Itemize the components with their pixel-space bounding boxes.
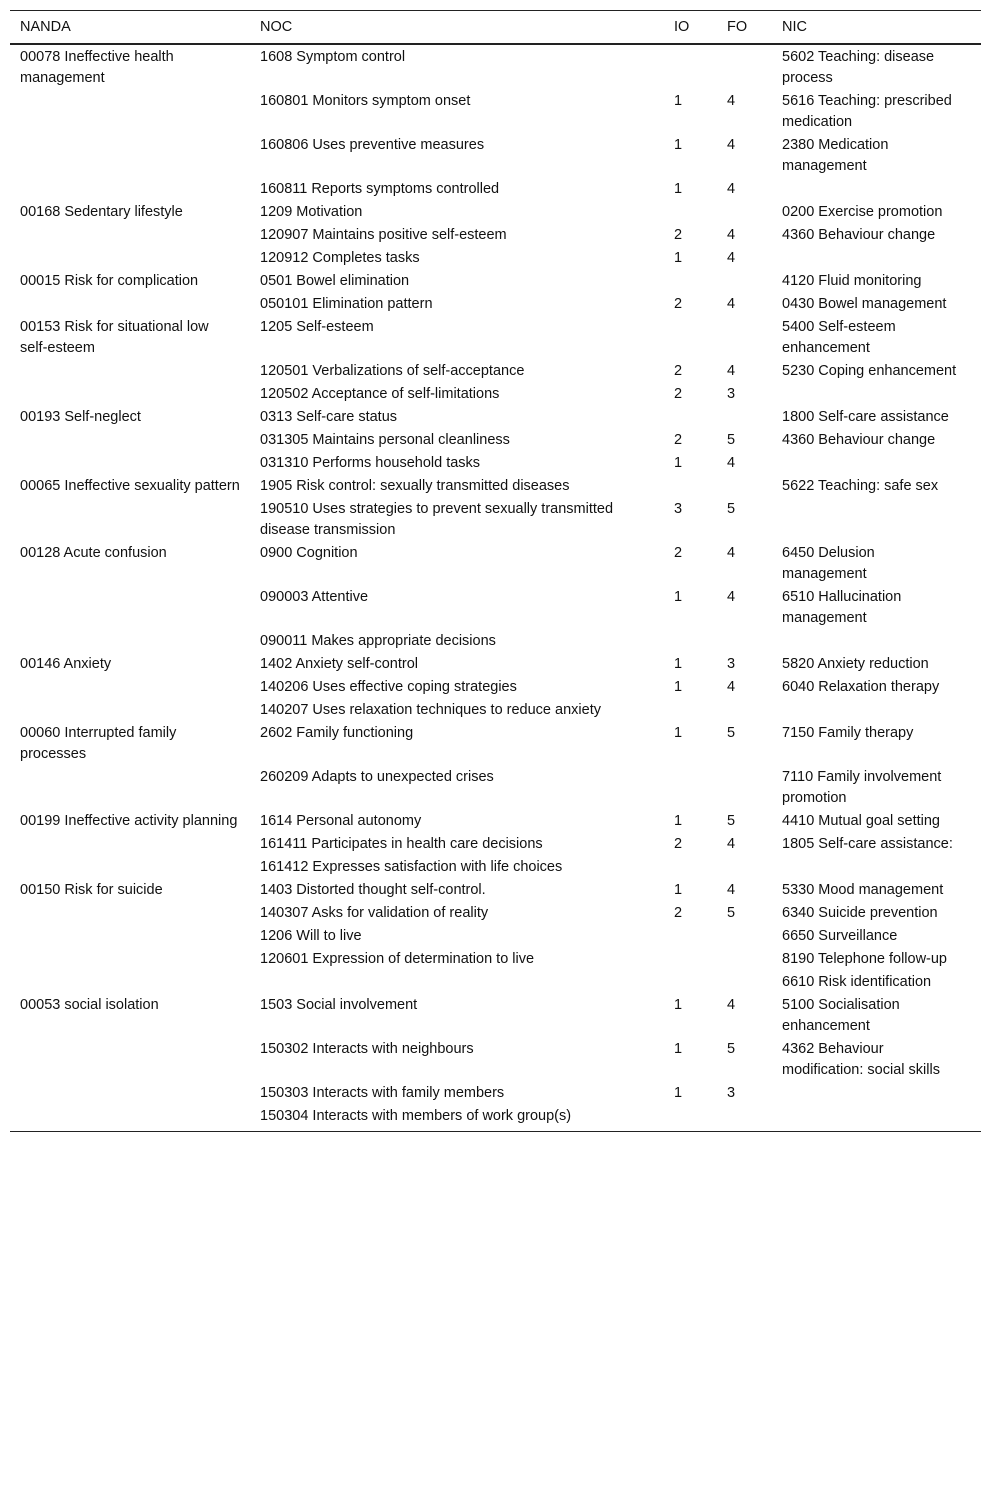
nic-cell: 5400 Self-esteem enhancement xyxy=(782,319,896,356)
table-row xyxy=(10,856,981,879)
nanda-cell xyxy=(10,1038,250,1082)
nanda-cell xyxy=(10,134,250,178)
table-header xyxy=(10,11,981,45)
nic-cell xyxy=(772,630,981,653)
nic-cell: 4360 Behaviour change xyxy=(782,227,936,243)
noc-cell: 160811 Reports symptoms controlled xyxy=(260,181,500,197)
header-io: IO xyxy=(666,11,719,45)
fo-cell xyxy=(719,925,772,948)
fo-cell xyxy=(719,406,772,429)
nic-cell xyxy=(772,498,981,542)
table-row xyxy=(10,722,981,766)
nanda-cell xyxy=(10,247,250,270)
table-row xyxy=(10,429,981,452)
nanda-cell xyxy=(10,833,250,856)
header-nic: NIC xyxy=(772,11,981,45)
io-cell xyxy=(666,270,719,293)
io-cell: 1 xyxy=(674,679,683,695)
io-cell: 1 xyxy=(674,589,683,605)
noc-cell xyxy=(250,971,666,994)
nanda-cell: 00078 Ineffective health management xyxy=(20,49,174,86)
fo-cell xyxy=(719,475,772,498)
noc-cell: 1905 Risk control: sexually transmitted diseases xyxy=(260,478,570,494)
table-row xyxy=(10,406,981,429)
noc-cell: 160801 Monitors symptom onset xyxy=(260,93,471,109)
fo-cell xyxy=(719,201,772,224)
nic-cell: 7110 Family involvement promotion xyxy=(782,769,942,806)
table-row xyxy=(10,902,981,925)
noc-cell: 1205 Self-esteem xyxy=(260,319,374,335)
nic-cell xyxy=(772,247,981,270)
nic-cell: 2380 Medication management xyxy=(782,137,889,174)
fo-cell: 5 xyxy=(727,501,736,517)
io-cell xyxy=(666,948,719,971)
fo-cell: 4 xyxy=(727,589,736,605)
nic-cell: 5230 Coping enhancement xyxy=(782,363,957,379)
noc-cell: 190510 Uses strategies to prevent sexually transmitted disease transmission xyxy=(260,501,614,538)
io-cell: 2 xyxy=(674,227,683,243)
table-body xyxy=(10,44,981,1132)
table-row xyxy=(10,630,981,653)
table-row xyxy=(10,542,981,586)
nic-cell: 6040 Relaxation therapy xyxy=(782,679,940,695)
fo-cell: 5 xyxy=(727,813,736,829)
nic-cell: 5100 Socialisation enhancement xyxy=(782,997,900,1034)
table-row xyxy=(10,178,981,201)
table-row xyxy=(10,360,981,383)
fo-cell xyxy=(719,856,772,879)
noc-cell: 140206 Uses effective coping strategies xyxy=(260,679,517,695)
nanda-cell: 00199 Ineffective activity planning xyxy=(20,813,238,829)
nic-cell xyxy=(772,383,981,406)
table-row xyxy=(10,134,981,178)
fo-cell: 4 xyxy=(727,227,736,243)
io-cell: 2 xyxy=(674,545,683,561)
nic-cell: 6340 Suicide prevention xyxy=(782,905,938,921)
nanda-cell xyxy=(10,902,250,925)
io-cell: 1 xyxy=(674,1085,683,1101)
nic-cell: 6510 Hallucination management xyxy=(782,589,902,626)
nic-cell: 5616 Teaching: prescribed medication xyxy=(782,93,952,130)
noc-cell: 120601 Expression of determination to live xyxy=(260,951,535,967)
nic-cell xyxy=(772,699,981,722)
nic-cell: 8190 Telephone follow-up xyxy=(782,951,948,967)
nanda-cell xyxy=(10,971,250,994)
nanda-cell: 00150 Risk for suicide xyxy=(20,882,163,898)
nic-cell: 0200 Exercise promotion xyxy=(782,204,943,220)
nic-cell: 1805 Self-care assistance: xyxy=(782,836,953,852)
fo-cell xyxy=(719,1105,772,1132)
noc-cell: 1402 Anxiety self-control xyxy=(260,656,418,672)
fo-cell xyxy=(719,766,772,810)
fo-cell: 3 xyxy=(727,1085,736,1101)
nic-cell: 5602 Teaching: disease process xyxy=(782,49,935,86)
table-row xyxy=(10,879,981,902)
table-row xyxy=(10,833,981,856)
io-cell xyxy=(666,475,719,498)
io-cell xyxy=(666,201,719,224)
nanda-cell xyxy=(10,699,250,722)
nanda-cell xyxy=(10,925,250,948)
noc-cell: 090011 Makes appropriate decisions xyxy=(260,633,496,649)
noc-cell: 1403 Distorted thought self-control. xyxy=(260,882,486,898)
nanda-cell xyxy=(10,676,250,699)
fo-cell: 4 xyxy=(727,363,736,379)
io-cell: 1 xyxy=(674,656,683,672)
noc-cell: 031310 Performs household tasks xyxy=(260,455,481,471)
table-row xyxy=(10,810,981,833)
nic-cell xyxy=(772,856,981,879)
fo-cell xyxy=(719,270,772,293)
io-cell xyxy=(666,856,719,879)
nic-cell xyxy=(772,452,981,475)
nanda-cell: 00153 Risk for situational low self-esteem xyxy=(20,319,209,356)
noc-cell: 050101 Elimination pattern xyxy=(260,296,433,312)
table-row xyxy=(10,452,981,475)
nanda-cell xyxy=(10,630,250,653)
header-row xyxy=(10,11,981,45)
nanda-cell xyxy=(10,383,250,406)
io-cell: 1 xyxy=(674,250,683,266)
nanda-cell xyxy=(10,766,250,810)
io-cell xyxy=(666,971,719,994)
nanda-cell: 00128 Acute confusion xyxy=(20,545,167,561)
noc-cell: 1608 Symptom control xyxy=(260,49,406,65)
fo-cell: 3 xyxy=(727,386,736,402)
fo-cell: 4 xyxy=(727,836,736,852)
noc-cell: 140307 Asks for validation of reality xyxy=(260,905,489,921)
fo-cell xyxy=(719,44,772,90)
io-cell xyxy=(666,925,719,948)
noc-cell: 161412 Expresses satisfaction with life choices xyxy=(260,859,563,875)
io-cell: 2 xyxy=(674,432,683,448)
io-cell: 2 xyxy=(674,836,683,852)
fo-cell: 4 xyxy=(727,997,736,1013)
fo-cell xyxy=(719,316,772,360)
table-row xyxy=(10,766,981,810)
fo-cell: 5 xyxy=(727,1041,736,1057)
noc-cell: 150303 Interacts with family members xyxy=(260,1085,505,1101)
table-row xyxy=(10,653,981,676)
io-cell: 1 xyxy=(674,93,683,109)
nic-cell: 7150 Family therapy xyxy=(782,725,914,741)
fo-cell xyxy=(719,948,772,971)
noc-cell: 120912 Completes tasks xyxy=(260,250,420,266)
table-row xyxy=(10,676,981,699)
nanda-cell xyxy=(10,178,250,201)
io-cell: 1 xyxy=(674,725,683,741)
header-nanda: NANDA xyxy=(10,11,250,45)
noc-cell: 120907 Maintains positive self-esteem xyxy=(260,227,507,243)
nic-cell: 0430 Bowel management xyxy=(782,296,947,312)
io-cell xyxy=(666,44,719,90)
fo-cell: 4 xyxy=(727,545,736,561)
nanda-cell xyxy=(10,429,250,452)
io-cell xyxy=(666,766,719,810)
nanda-cell xyxy=(10,1082,250,1105)
io-cell: 1 xyxy=(674,997,683,1013)
nic-cell: 5622 Teaching: safe sex xyxy=(782,478,939,494)
noc-cell: 0501 Bowel elimination xyxy=(260,273,410,289)
nic-cell: 6450 Delusion management xyxy=(782,545,875,582)
nic-cell: 4120 Fluid monitoring xyxy=(782,273,922,289)
nanda-cell xyxy=(10,293,250,316)
nic-cell xyxy=(772,178,981,201)
io-cell xyxy=(666,316,719,360)
nanda-cell: 00168 Sedentary lifestyle xyxy=(20,204,183,220)
nic-cell: 4410 Mutual goal setting xyxy=(782,813,940,829)
table-row xyxy=(10,44,981,90)
io-cell: 2 xyxy=(674,363,683,379)
fo-cell: 4 xyxy=(727,181,736,197)
fo-cell: 3 xyxy=(727,656,736,672)
noc-cell: 1503 Social involvement xyxy=(260,997,418,1013)
io-cell: 1 xyxy=(674,455,683,471)
io-cell xyxy=(666,406,719,429)
table-row xyxy=(10,90,981,134)
header-fo: FO xyxy=(719,11,772,45)
io-cell: 2 xyxy=(674,386,683,402)
table-row xyxy=(10,1105,981,1132)
noc-cell: 120501 Verbalizations of self-acceptance xyxy=(260,363,525,379)
nic-cell: 5330 Mood management xyxy=(782,882,944,898)
noc-cell: 090003 Attentive xyxy=(260,589,369,605)
table-row xyxy=(10,498,981,542)
noc-cell: 0900 Cognition xyxy=(260,545,358,561)
nanda-cell xyxy=(10,586,250,630)
fo-cell: 5 xyxy=(727,725,736,741)
noc-cell: 120502 Acceptance of self-limitations xyxy=(260,386,500,402)
nanda-cell xyxy=(10,856,250,879)
nic-cell xyxy=(772,1082,981,1105)
noc-cell: 140207 Uses relaxation techniques to reduce anxiety xyxy=(260,702,601,718)
nanda-cell: 00146 Anxiety xyxy=(20,656,112,672)
nic-cell: 4360 Behaviour change xyxy=(782,432,936,448)
nanda-cell xyxy=(10,1105,250,1132)
nanda-cell xyxy=(10,948,250,971)
nanda-cell: 00193 Self-neglect xyxy=(20,409,141,425)
noc-cell: 1206 Will to live xyxy=(260,928,362,944)
noc-cell: 2602 Family functioning xyxy=(260,725,414,741)
noc-cell: 160806 Uses preventive measures xyxy=(260,137,485,153)
table-row xyxy=(10,586,981,630)
table-row xyxy=(10,224,981,247)
fo-cell xyxy=(719,971,772,994)
fo-cell: 4 xyxy=(727,455,736,471)
nic-cell xyxy=(772,1105,981,1132)
noc-cell: 031305 Maintains personal cleanliness xyxy=(260,432,510,448)
nanda-cell xyxy=(10,452,250,475)
io-cell: 1 xyxy=(674,181,683,197)
table-row xyxy=(10,270,981,293)
header-noc: NOC xyxy=(250,11,666,45)
nanda-cell xyxy=(10,224,250,247)
fo-cell: 4 xyxy=(727,250,736,266)
io-cell: 1 xyxy=(674,882,683,898)
io-cell: 2 xyxy=(674,296,683,312)
noc-cell: 150302 Interacts with neighbours xyxy=(260,1041,474,1057)
nanda-cell xyxy=(10,90,250,134)
nanda-noc-nic-table-container xyxy=(10,10,981,1132)
table-row xyxy=(10,201,981,224)
table-row xyxy=(10,383,981,406)
nanda-cell: 00053 social isolation xyxy=(20,997,159,1013)
table-row xyxy=(10,699,981,722)
nanda-cell: 00065 Ineffective sexuality pattern xyxy=(20,478,240,494)
io-cell: 1 xyxy=(674,137,683,153)
io-cell: 2 xyxy=(674,905,683,921)
table-row xyxy=(10,293,981,316)
nic-cell: 5820 Anxiety reduction xyxy=(782,656,929,672)
nanda-cell xyxy=(10,360,250,383)
nic-cell: 6650 Surveillance xyxy=(782,928,898,944)
table-row xyxy=(10,925,981,948)
fo-cell: 4 xyxy=(727,296,736,312)
table-row xyxy=(10,971,981,994)
fo-cell: 5 xyxy=(727,905,736,921)
noc-cell: 150304 Interacts with members of work group(s) xyxy=(260,1108,572,1124)
table-row xyxy=(10,247,981,270)
table-row xyxy=(10,1082,981,1105)
table-row xyxy=(10,316,981,360)
nanda-cell: 00015 Risk for complication xyxy=(20,273,199,289)
table-row xyxy=(10,994,981,1038)
noc-cell: 161411 Participates in health care decisions xyxy=(260,836,543,852)
io-cell: 3 xyxy=(674,501,683,517)
fo-cell: 4 xyxy=(727,679,736,695)
fo-cell: 5 xyxy=(727,432,736,448)
fo-cell xyxy=(719,699,772,722)
noc-cell: 260209 Adapts to unexpected crises xyxy=(260,769,494,785)
nic-cell: 1800 Self-care assistance xyxy=(782,409,949,425)
io-cell xyxy=(666,1105,719,1132)
io-cell xyxy=(666,699,719,722)
care-plan-table xyxy=(10,10,981,1132)
fo-cell: 4 xyxy=(727,882,736,898)
nanda-cell xyxy=(10,498,250,542)
table-row xyxy=(10,1038,981,1082)
table-row xyxy=(10,475,981,498)
nic-cell: 6610 Risk identification xyxy=(782,974,932,990)
io-cell xyxy=(666,630,719,653)
noc-cell: 1209 Motivation xyxy=(260,204,363,220)
nic-cell: 4362 Behaviour modification: social skills xyxy=(782,1041,940,1078)
io-cell: 1 xyxy=(674,1041,683,1057)
noc-cell: 1614 Personal autonomy xyxy=(260,813,422,829)
table-row xyxy=(10,948,981,971)
nanda-cell: 00060 Interrupted family processes xyxy=(20,725,177,762)
fo-cell xyxy=(719,630,772,653)
io-cell: 1 xyxy=(674,813,683,829)
noc-cell: 0313 Self-care status xyxy=(260,409,398,425)
fo-cell: 4 xyxy=(727,93,736,109)
fo-cell: 4 xyxy=(727,137,736,153)
